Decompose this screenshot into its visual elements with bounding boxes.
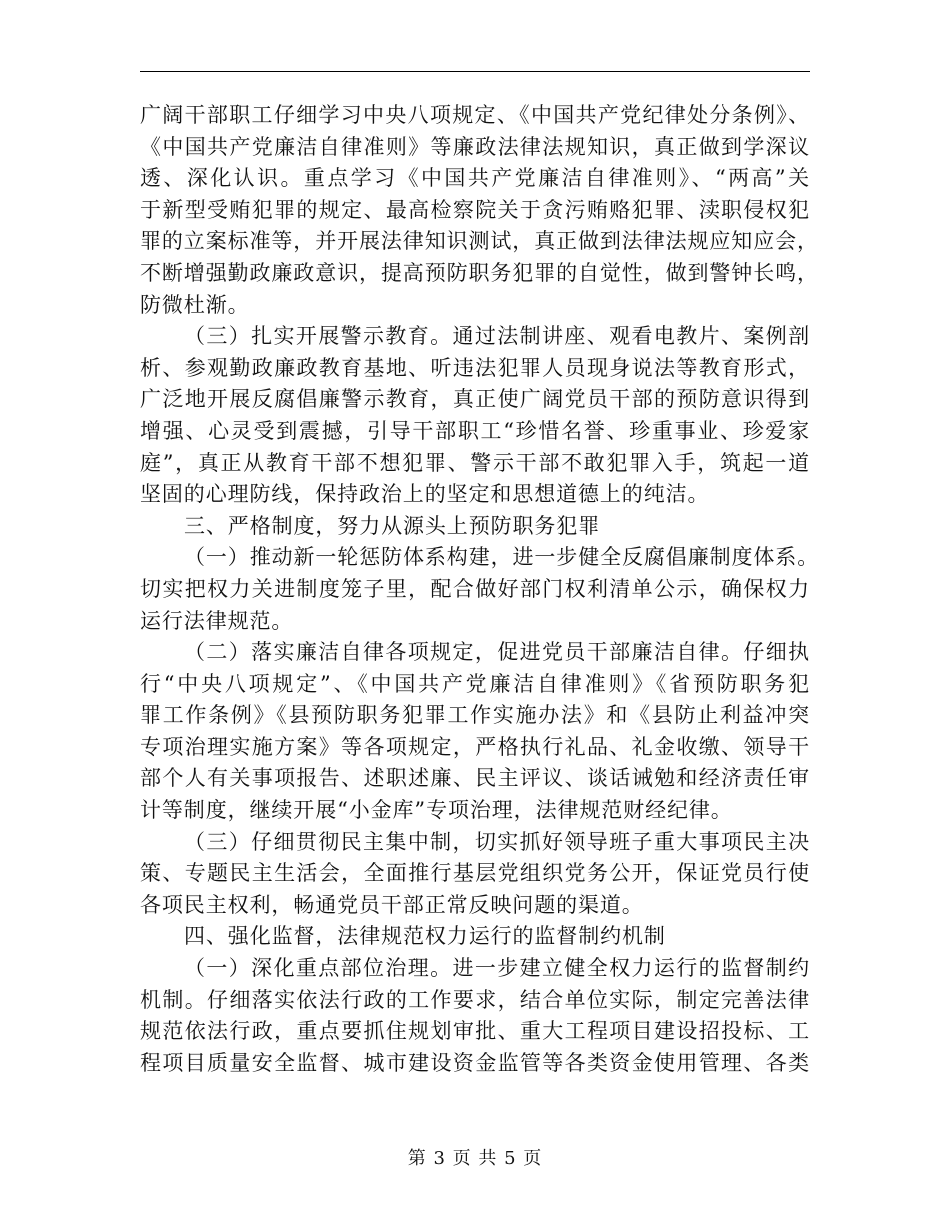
text-line: 运行法律规范。 — [140, 608, 294, 633]
text-line: （二）落实廉洁自律各项规定，促进党员干部廉洁自律。仔细执 — [184, 640, 810, 665]
text-line: 切实把权力关进制度笼子里，配合做好部门权利清单公示，确保权力 — [140, 576, 810, 601]
text-line: 透、深化认识。重点学习《中国共产党廉洁自律准则》、“两高”关 — [140, 166, 810, 191]
text-line: 广泛地开展反腐倡廉警示教育，真正使广阔党员干部的预防意识得到 — [140, 387, 810, 412]
text-line: 罪工作条例》《县预防职务犯罪工作实施办法》和《县防止利益冲突 — [140, 703, 810, 728]
text-line: 计等制度，继续开展“小金库”专项治理，法律规范财经纪律。 — [140, 798, 733, 823]
text-line: 机制。仔细落实依法行政的工作要求，结合单位实际，制定完善法律 — [140, 987, 810, 1012]
text-line: 罪的立案标准等，并开展法律知识测试，真正做到法律法规应知应会， — [140, 229, 819, 254]
text-line: 增强、心灵受到震撼，引导干部职工“珍惜名誉、珍重事业、珍爱家 — [140, 418, 810, 443]
document-body — [140, 100, 820, 1079]
paragraph — [140, 637, 810, 827]
text-line: 各项民主权利，畅通党员干部正常反映问题的渠道。 — [140, 892, 644, 917]
page-number-footer: 第 3 页 共 5 页 — [407, 1148, 543, 1169]
paragraph — [140, 542, 820, 637]
paragraph — [140, 953, 810, 1079]
paragraph — [140, 100, 819, 321]
paragraph — [140, 921, 810, 953]
paragraph — [140, 511, 810, 543]
text-line: 三、严格制度，努力从源头上预防职务犯罪 — [184, 513, 601, 538]
text-line: 策、专题民主生活会，全面推行基层党组织党务公开，保证党员行使 — [140, 861, 810, 886]
paragraph — [140, 321, 810, 511]
text-line: 广阔干部职工仔细学习中央八项规定、《中国共产党纪律处分条例》、 — [140, 103, 810, 127]
text-line: 防微杜渐。 — [140, 292, 250, 317]
text-line: 行“中央八项规定”、《中国共产党廉洁自律准则》《省预防职务犯 — [140, 671, 810, 696]
text-line: 规范依法行政，重点要抓住规划审批、重大工程项目建设招投标、工 — [140, 1019, 810, 1044]
text-line: 专项治理实施方案》等各项规定，严格执行礼品、礼金收缴、领导干 — [140, 734, 810, 759]
text-line: （一）深化重点部位治理。进一步建立健全权力运行的监督制约 — [184, 956, 810, 981]
text-line: （三）仔细贯彻民主集中制，切实抓好领导班子重大事项民主决 — [184, 829, 810, 854]
text-line: 庭”，真正从教育干部不想犯罪、警示干部不敢犯罪入手，筑起一道 — [140, 450, 810, 475]
header-rule — [140, 71, 810, 72]
text-line: 析、参观勤政廉政教育基地、听违法犯罪人员现身说法等教育形式， — [140, 355, 810, 380]
text-line: （一）推动新一轮惩防体系构建，进一步健全反腐倡廉制度体系。 — [184, 545, 820, 570]
text-line: 《中国共产党廉洁自律准则》等廉政法律法规知识，真正做到学深议 — [140, 134, 810, 159]
paragraph — [140, 827, 810, 922]
text-line: 坚固的心理防线，保持政治上的坚定和思想道德上的纯洁。 — [140, 482, 710, 507]
text-line: 部个人有关事项报告、述职述廉、民主评议、谈话诫勉和经济责任审 — [140, 766, 810, 791]
text-line: 于新型受贿犯罪的规定、最高检察院关于贪污贿赂犯罪、渎职侵权犯 — [140, 197, 810, 222]
text-line: 不断增强勤政廉政意识，提高预防职务犯罪的自觉性，做到警钟长鸣， — [140, 260, 819, 285]
text-line: （三）扎实开展警示教育。通过法制讲座、观看电教片、案例剖 — [184, 324, 810, 349]
text-line: 四、强化监督，法律规范权力运行的监督制约机制 — [184, 924, 666, 949]
text-line: 程项目质量安全监督、城市建设资金监管等各类资金使用管理、各类 — [140, 1050, 810, 1075]
